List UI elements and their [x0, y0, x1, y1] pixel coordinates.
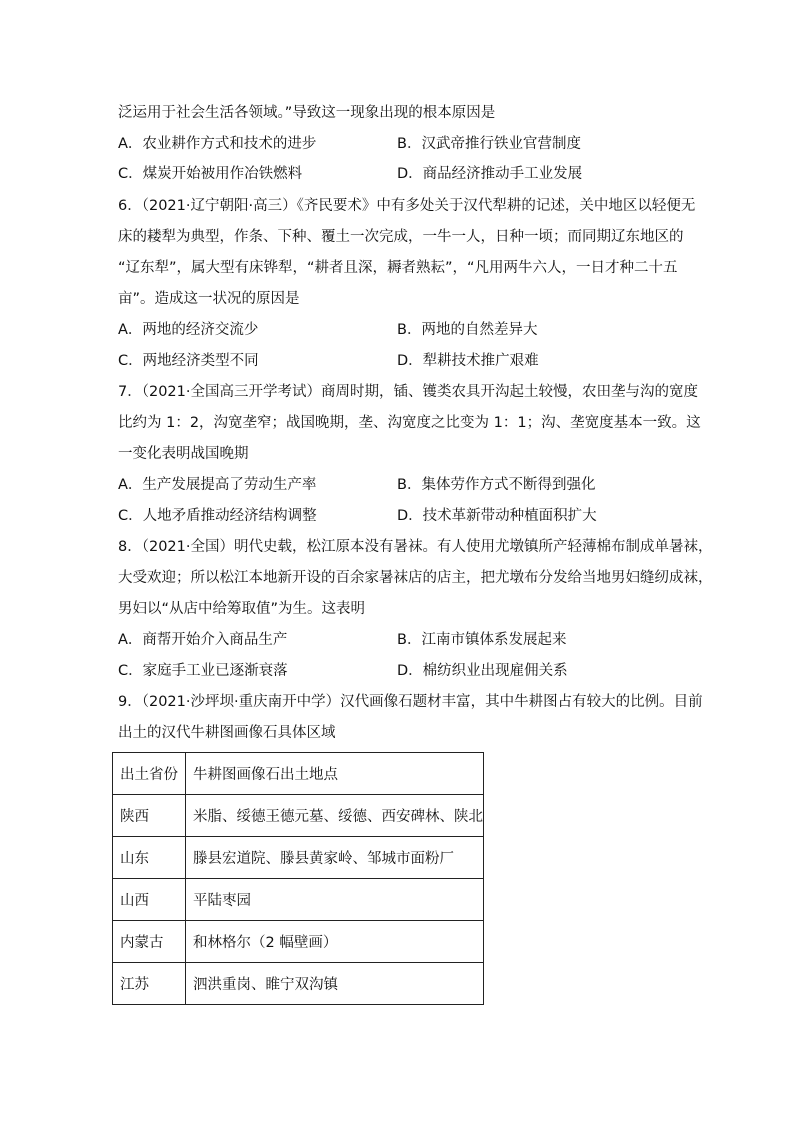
- q7-stem-line-1: 7．（2021·全国高三开学考试）商周时期，锸、镬类农具开沟起土较慢，农田垄与沟的宽度: [118, 384, 698, 400]
- q7-option-b: B．集体劳作方式不断得到强化: [397, 477, 596, 493]
- q5-option-b: B．汉武帝推行铁业官营制度: [397, 136, 581, 152]
- table-cell-province: 陕西: [113, 795, 186, 837]
- q6-option-b: B．两地的自然差异大: [397, 322, 538, 338]
- q5-option-d: D．商品经济推动手工业发展: [397, 166, 583, 182]
- q8-option-d: D．棉纺织业出现雇佣关系: [397, 663, 568, 679]
- q6-stem-line-1: 6．（2021·辽宁朝阳·高三）《齐民要术》中有多处关于汉代犁耕的记述，关中地区以轻便无: [118, 198, 696, 214]
- q9-stem-line-1: 9．（2021·沙坪坝·重庆南开中学）汉代画像石题材丰富，其中牛耕图占有较大的比例。目前: [118, 694, 703, 710]
- q7-stem-line-2: 比约为 1：2，沟宽垄窄；战国晚期，垄、沟宽度之比变为 1：1；沟、垄宽度基本一致。这: [118, 415, 701, 431]
- table-row: [113, 879, 484, 921]
- q9-stem-line-2: 出土的汉代牛耕图画像石具体区域: [118, 725, 336, 741]
- table-cell-province: 山西: [113, 879, 186, 921]
- q5-option-a: A．农业耕作方式和技术的进步: [118, 136, 317, 152]
- table-cell-province: 山东: [113, 837, 186, 879]
- table-cell-sites: 泗洪重岗、睢宁双沟镇: [186, 963, 484, 1005]
- q5-stem-tail: 泛运用于社会生活各领域。”导致这一现象出现的根本原因是: [118, 105, 496, 121]
- q6-option-a: A．两地的经济交流少: [118, 322, 259, 338]
- q8-stem-line-3: 男妇以“从店中给筹取值”为生。这表明: [118, 601, 366, 617]
- table-row: [113, 837, 484, 879]
- q8-stem-line-2: 大受欢迎；所以松江本地新开设的百余家暑袜店的店主，把尤墩布分发给当地男妇缝纫成袜，: [118, 570, 713, 586]
- q6-stem-line-2: 床的耧犁为典型，作条、下种、覆土一次完成，一牛一人，日种一顷；而同期辽东地区的: [118, 229, 684, 245]
- table-cell-sites: 平陆枣园: [186, 879, 484, 921]
- table-header-row: [113, 753, 484, 795]
- q8-option-c: C．家庭手工业已逐渐衰落: [118, 663, 288, 679]
- q7-option-d: D．技术革新带动种植面积扩大: [397, 508, 597, 524]
- q6-stem-line-3: “辽东犁”，属大型有床铧犁，“耕者且深，耨者熟耘”，“凡用两牛六人，一日才种二十五: [118, 260, 678, 276]
- table-header-province: 出土省份: [113, 753, 186, 795]
- table-row: [113, 963, 484, 1005]
- table-header-sites: 牛耕图画像石出土地点: [186, 753, 484, 795]
- q6-option-d: D．犁耕技术推广艰难: [397, 353, 539, 369]
- q7-stem-line-3: 一变化表明战国晚期: [118, 446, 249, 462]
- table-row: [113, 921, 484, 963]
- table-cell-sites: 滕县宏道院、滕县黄家岭、邹城市面粉厂: [186, 837, 484, 879]
- table-cell-sites: 米脂、绥德王德元墓、绥德、西安碑林、陕北: [186, 795, 484, 837]
- table-cell-province: 江苏: [113, 963, 186, 1005]
- q7-option-a: A．生产发展提高了劳动生产率: [118, 477, 317, 493]
- q8-stem-line-1: 8．（2021·全国）明代史载，松江原本没有暑袜。有人使用尤墩镇所产轻薄棉布制成单暑袜，: [118, 539, 713, 555]
- q8-option-a: A．商帮开始介入商品生产: [118, 632, 288, 648]
- ox-plow-relief-region-table: [112, 752, 484, 1005]
- q6-stem-line-4: 亩”。造成这一状况的原因是: [118, 291, 300, 307]
- q7-option-c: C．人地矛盾推动经济结构调整: [118, 508, 317, 524]
- q5-option-c: C．煤炭开始被用作冶铁燃料: [118, 166, 303, 182]
- q8-option-b: B．江南市镇体系发展起来: [397, 632, 567, 648]
- table-cell-province: 内蒙古: [113, 921, 186, 963]
- table-cell-sites: 和林格尔（2 幅壁画）: [186, 921, 484, 963]
- q6-option-c: C．两地经济类型不同: [118, 353, 259, 369]
- table-row: [113, 795, 484, 837]
